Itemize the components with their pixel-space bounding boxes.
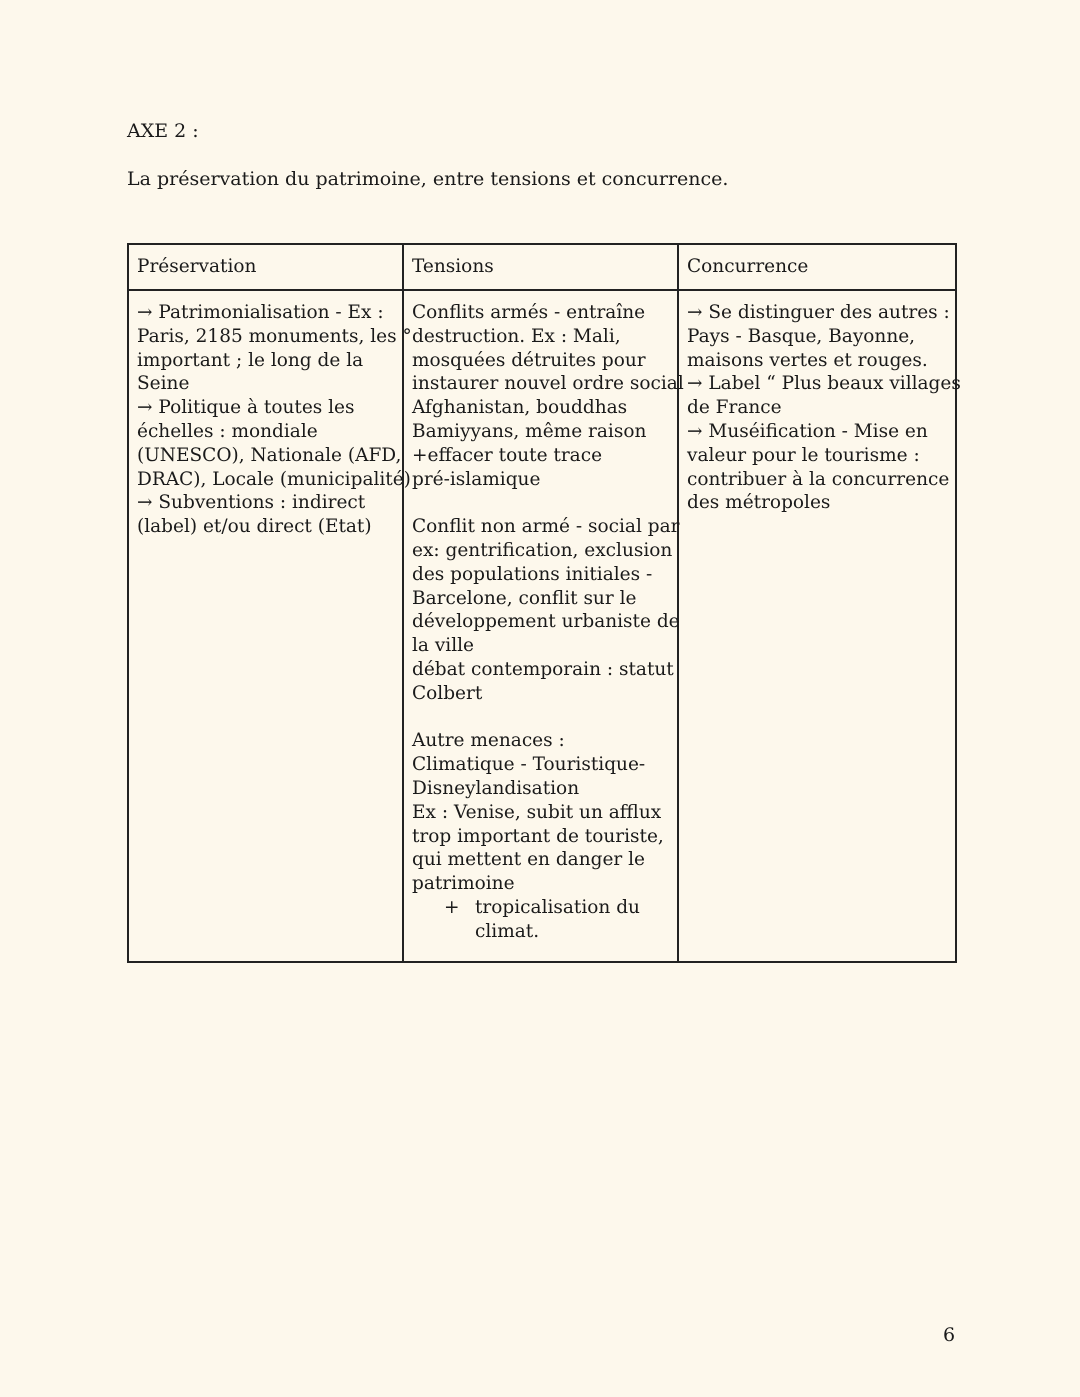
paragraph-gap — [412, 491, 669, 515]
tensions-line: Disneylandisation — [412, 777, 580, 799]
tensions-line: Conflits armés - entraîne — [412, 302, 646, 323]
preservation-line: → Subventions : indirect — [137, 492, 366, 514]
tensions-line: qui mettent en danger le — [412, 849, 646, 871]
bullet-continuation — [412, 920, 669, 944]
cell-tensions — [403, 290, 684, 962]
plus-bullet-icon: + — [444, 896, 460, 918]
preservation-line: échelles : mondiale — [137, 420, 318, 442]
concurrence-line: valeur pour le tourisme : — [687, 444, 920, 466]
cell-concurrence — [678, 290, 961, 962]
tensions-line: Afghanistan, bouddhas — [412, 397, 628, 419]
tensions-line: Colbert — [412, 682, 483, 704]
concurrence-line: → Label “ Plus beaux villages — [687, 373, 961, 395]
table-header-row — [128, 244, 956, 290]
paragraph-gap — [412, 706, 669, 730]
tensions-line: Autre menaces : — [412, 730, 565, 752]
preservation-line: → Patrimonialisation - Ex : — [137, 302, 384, 323]
header-tensions: Tensions — [403, 244, 678, 290]
tensions-line: la ville — [412, 635, 474, 657]
header-preservation: Préservation — [128, 244, 403, 290]
tensions-line: des populations initiales - — [412, 563, 653, 585]
preservation-line: important ; le long de la — [137, 349, 364, 371]
axis-title: AXE 2 : — [127, 120, 199, 142]
tensions-line: pré-islamique — [412, 468, 541, 490]
bullet-text: tropicalisation du — [475, 896, 640, 918]
tensions-line: instaurer nouvel ordre social — [412, 373, 684, 395]
preservation-line: (UNESCO), Nationale (AFD, — [137, 444, 402, 466]
notes-table — [127, 243, 961, 963]
tensions-line: Bamiyyans, même raison — [412, 420, 647, 442]
preservation-line: → Politique à toutes les — [137, 397, 355, 419]
bullet-text: climat. — [475, 920, 540, 942]
tensions-line: +effacer toute trace — [412, 444, 603, 466]
tensions-line: mosquées détruites pour — [412, 349, 646, 371]
concurrence-line: Pays - Basque, Bayonne, — [687, 325, 916, 347]
tensions-line: développement urbaniste de — [412, 611, 680, 633]
cell-preservation — [128, 290, 412, 962]
concurrence-line: des métropoles — [687, 492, 831, 514]
preservation-line: DRAC), Locale (municipalité) — [137, 468, 411, 490]
concurrence-line: maisons vertes et rouges. — [687, 349, 928, 371]
tensions-line: Climatique - Touristique- — [412, 754, 646, 776]
concurrence-line: → Se distinguer des autres : — [687, 302, 950, 323]
page-number: 6 — [943, 1324, 956, 1346]
tensions-line: Barcelone, conflit sur le — [412, 587, 637, 609]
document-subtitle: La préservation du patrimoine, entre tensions et concurrence. — [127, 168, 729, 190]
header-concurrence: Concurrence — [678, 244, 956, 290]
preservation-line: Seine — [137, 373, 190, 395]
bullet-item — [412, 896, 669, 920]
tensions-line: Conflit non armé - social par — [412, 516, 680, 538]
table-row — [128, 290, 956, 962]
tensions-line: destruction. Ex : Mali, — [412, 325, 621, 347]
tensions-line: débat contemporain : statut — [412, 658, 674, 680]
tensions-line: trop important de touriste, — [412, 825, 664, 847]
tensions-line: patrimoine — [412, 873, 515, 895]
preservation-line: (label) et/ou direct (Etat) — [137, 516, 372, 538]
concurrence-line: contribuer à la concurrence — [687, 468, 950, 490]
tensions-line: ex: gentrification, exclusion — [412, 539, 673, 561]
concurrence-line: → Muséification - Mise en — [687, 420, 928, 442]
concurrence-line: de France — [687, 397, 782, 419]
preservation-line: Paris, 2185 monuments, les ° — [137, 325, 412, 347]
tensions-line: Ex : Venise, subit un afflux — [412, 801, 662, 823]
